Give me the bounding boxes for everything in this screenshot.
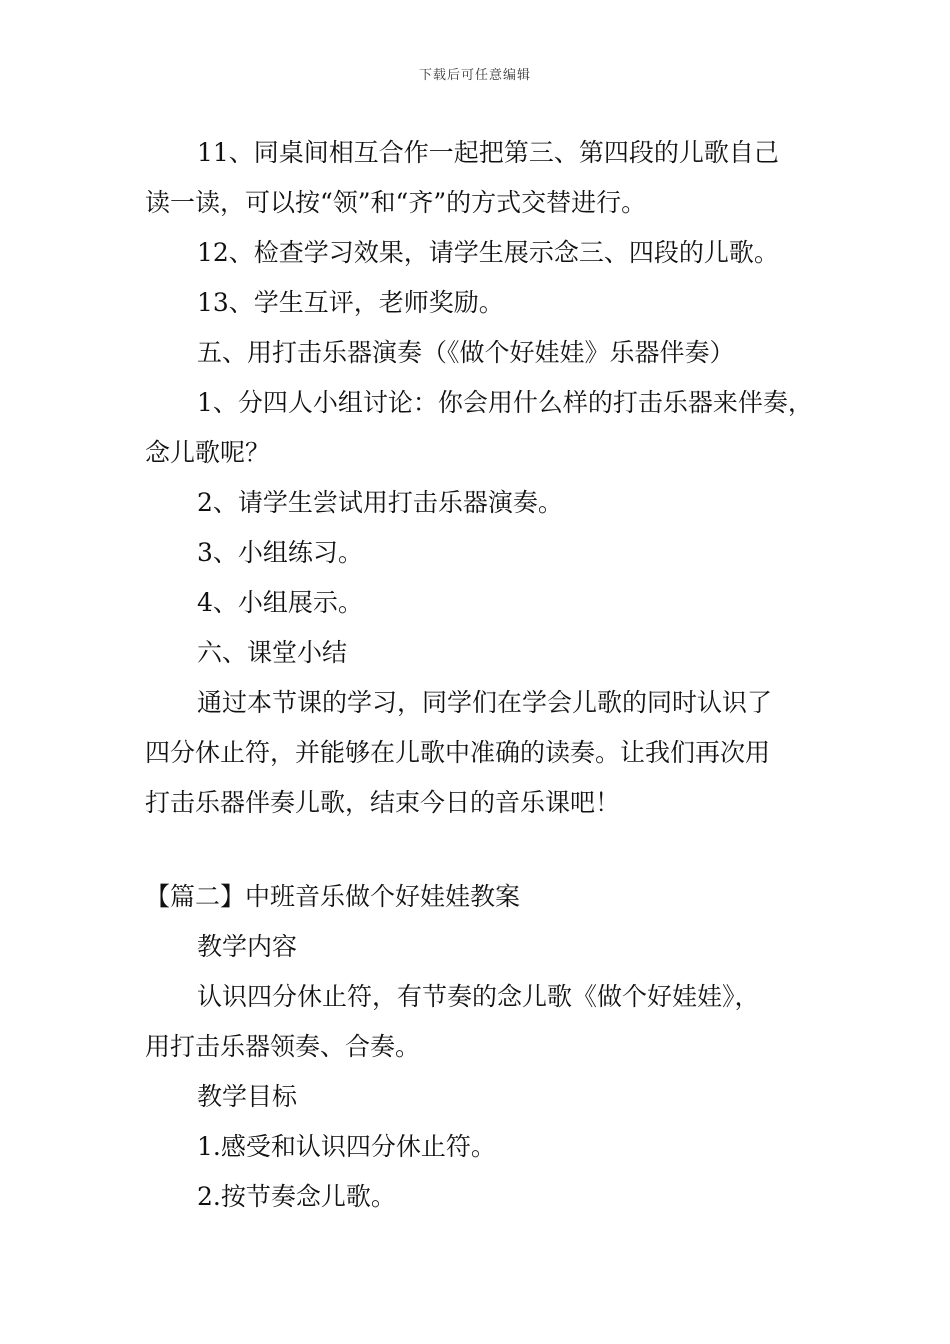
paragraph-line: 1、分四人小组讨论：你会用什么样的打击乐器来伴奏， bbox=[197, 388, 813, 417]
section-heading: 五、用打击乐器演奏（《做个好娃娃》乐器伴奏） bbox=[197, 338, 735, 367]
list-item: 1.感受和认识四分休止符。 bbox=[197, 1132, 496, 1161]
paragraph-line: 用打击乐器领奏、合奏。 bbox=[145, 1032, 421, 1061]
paragraph-line: 3、小组练习。 bbox=[197, 538, 363, 567]
paragraph-line: 12、检查学习效果，请学生展示念三、四段的儿歌。 bbox=[197, 238, 779, 267]
paragraph-line: 11、同桌间相互合作一起把第三、第四段的儿歌自己 bbox=[197, 138, 779, 167]
list-item: 2.按节奏念儿歌。 bbox=[197, 1182, 396, 1211]
paragraph-line: 认识四分休止符，有节奏的念儿歌《做个好娃娃》， bbox=[197, 982, 760, 1011]
section-heading: 教学内容 bbox=[197, 932, 298, 961]
paragraph-line: 念儿歌呢？ bbox=[145, 438, 271, 467]
paragraph-line: 通过本节课的学习，同学们在学会儿歌的同时认识了 bbox=[197, 688, 773, 717]
page-header: 下载后可任意编辑 bbox=[418, 68, 531, 83]
section-heading: 六、课堂小结 bbox=[197, 638, 348, 667]
paragraph-line: 打击乐器伴奏儿歌，结束今日的音乐课吧！ bbox=[145, 788, 621, 817]
section-heading: 教学目标 bbox=[197, 1082, 298, 1111]
paragraph-line: 2、请学生尝试用打击乐器演奏。 bbox=[197, 488, 563, 517]
section-gap bbox=[145, 828, 825, 872]
paragraph-line: 13、学生互评，老师奖励。 bbox=[197, 288, 504, 317]
paragraph-line: 四分休止符，并能够在儿歌中准确的读奏。让我们再次用 bbox=[145, 738, 771, 767]
section-title: 【篇二】中班音乐做个好娃娃教案 bbox=[145, 882, 521, 911]
paragraph-line: 4、小组展示。 bbox=[197, 588, 363, 617]
document-body bbox=[145, 128, 825, 1222]
paragraph-line: 读一读，可以按“领”和“齐”的方式交替进行。 bbox=[145, 188, 647, 217]
